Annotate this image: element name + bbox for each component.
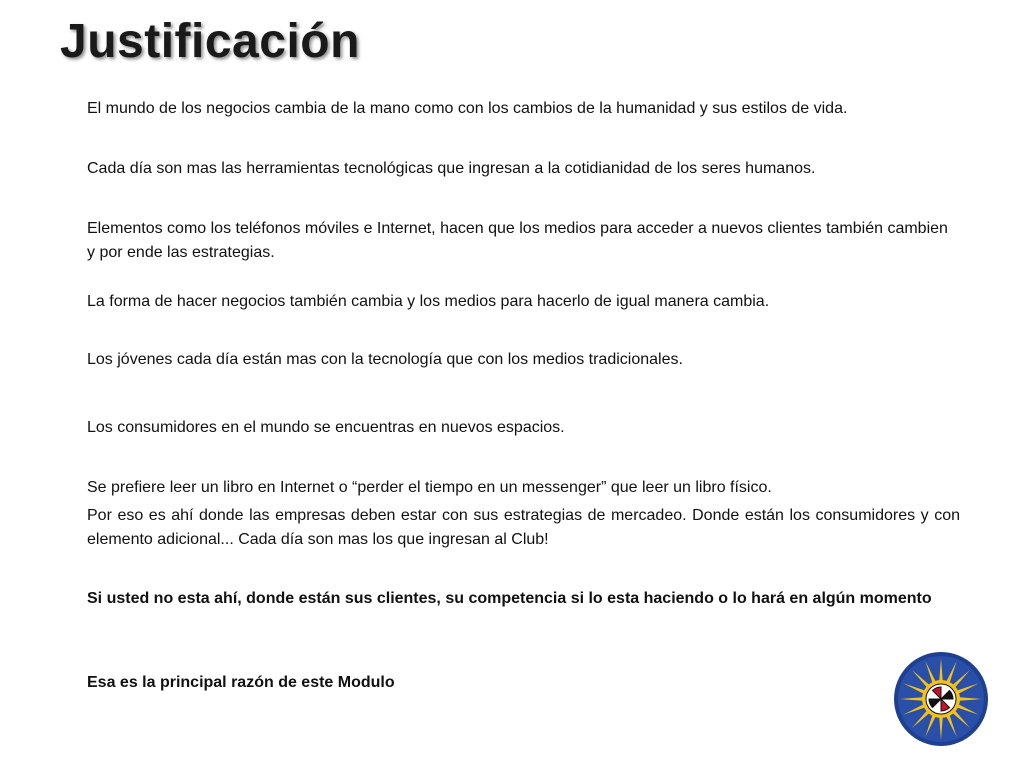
university-seal-icon <box>893 651 989 747</box>
paragraph-3: Elementos como los teléfonos móviles e Internet, hacen que los medios para acceder a nuevos clientes también cambien y por ende las estrategias. <box>87 220 948 261</box>
paragraph-8: Por eso es ahí donde las empresas deben estar con sus estrategias de mercadeo. Donde están los consumidores y con elemento adicional... Cada día son mas los que ingresan al Club! <box>87 507 960 548</box>
paragraph-10-emphasis: Esa es la principal razón de este Modulo <box>87 674 395 691</box>
seal-graphic <box>893 651 989 747</box>
paragraph-1: El mundo de los negocios cambia de la mano como con los cambios de la humanidad y sus estilos de vida. <box>87 100 848 117</box>
paragraph-6: Los consumidores en el mundo se encuentras en nuevos espacios. <box>87 419 565 436</box>
paragraph-9-emphasis: Si usted no esta ahí, donde están sus clientes, su competencia si lo esta haciendo o lo hará en algún momento <box>87 590 932 607</box>
paragraph-2: Cada día son mas las herramientas tecnológicas que ingresan a la cotidianidad de los seres humanos. <box>87 160 816 177</box>
paragraph-7: Se prefiere leer un libro en Internet o “perder el tiempo en un messenger” que leer un libro físico. <box>87 479 772 496</box>
paragraph-5: Los jóvenes cada día están mas con la tecnología que con los medios tradicionales. <box>87 351 683 368</box>
slide-title: Justificación <box>60 15 360 68</box>
paragraph-4: La forma de hacer negocios también cambia y los medios para hacerlo de igual manera cambia. <box>87 293 770 310</box>
